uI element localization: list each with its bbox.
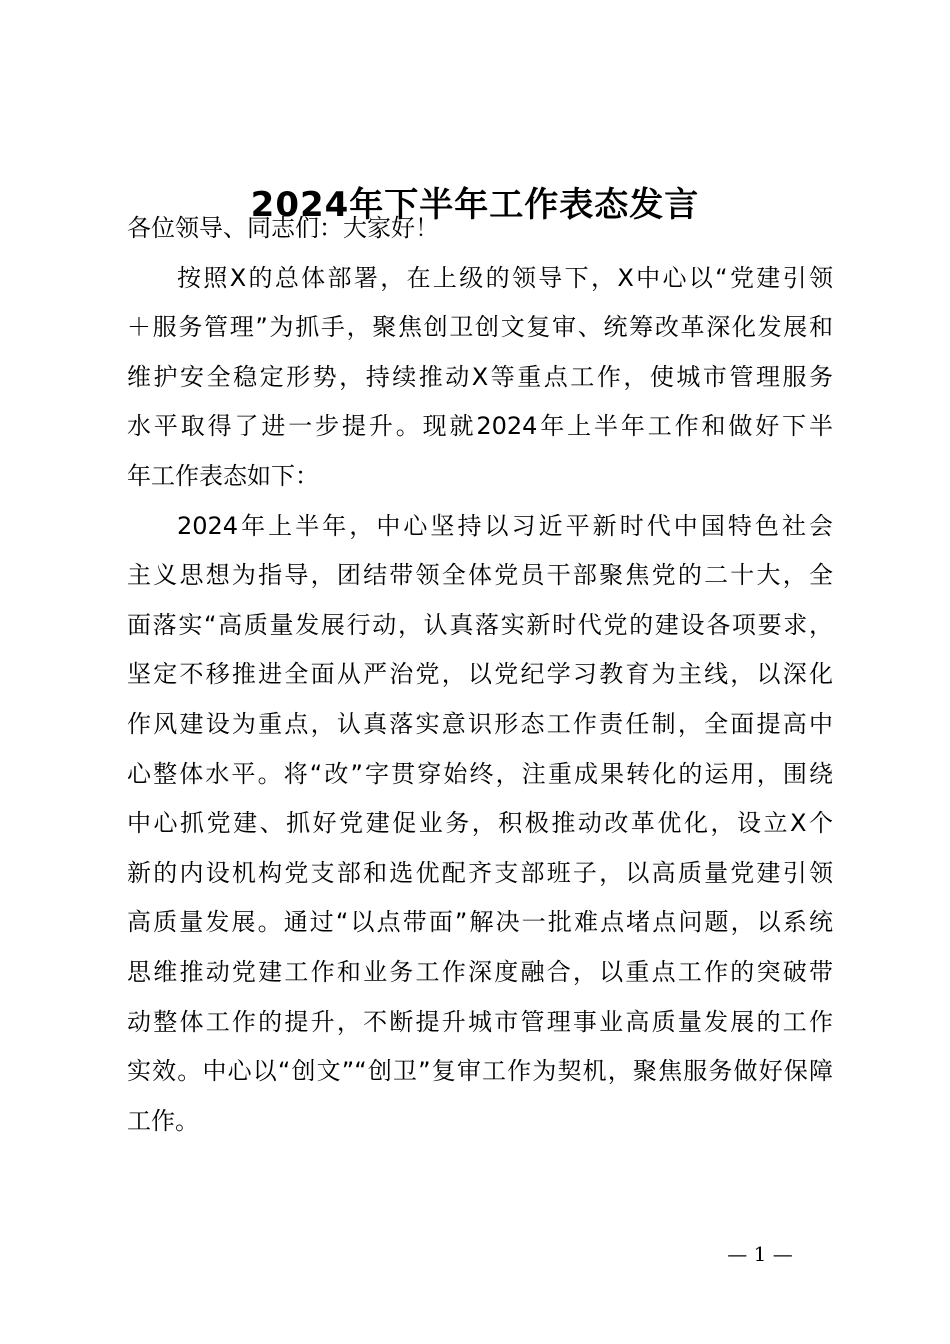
paragraph-2-line: 工作。 bbox=[127, 1106, 199, 1135]
paragraph-2-line: 实效。中心以“创文”“创卫”复审工作为契机，聚焦服务做好保障 bbox=[127, 1057, 833, 1086]
paragraph-1-line: 按照X的总体部署，在上级的领导下，X中心以“党建引领 bbox=[177, 263, 833, 292]
greeting-line: 各位领导、同志们：大家好！ bbox=[127, 214, 439, 242]
paragraph-1-line: 维护安全稳定形势，持续推动X等重点工作，使城市管理服务 bbox=[127, 362, 833, 391]
paragraph-2-line: 动整体工作的提升，不断提升城市管理事业高质量发展的工作 bbox=[127, 1007, 833, 1036]
document-body bbox=[127, 204, 833, 1146]
paragraph-1-line: 年工作表态如下： bbox=[127, 461, 319, 490]
document-title: 2024年下半年工作表态发言 bbox=[250, 185, 700, 225]
paragraph-2-line: 主义思想为指导，团结带领全体党员干部聚焦党的二十大，全 bbox=[127, 561, 833, 590]
paragraph-2-line: 坚定不移推进全面从严治党，以党纪学习教育为主线，以深化 bbox=[127, 660, 833, 689]
paragraph-2-line: 新的内设机构党支部和选优配齐支部班子，以高质量党建引领 bbox=[127, 858, 833, 887]
paragraph-2-line: 高质量发展。通过“以点带面”解决一批难点堵点问题，以系统 bbox=[127, 908, 833, 937]
paragraph-2-line: 2024年上半年，中心坚持以习近平新时代中国特色社会 bbox=[177, 511, 833, 540]
paragraph-2-line: 中心抓党建、抓好党建促业务，积极推动改革优化，设立X个 bbox=[127, 809, 833, 838]
paragraph-2-line: 心整体水平。将“改”字贯穿始终，注重成果转化的运用，围绕 bbox=[127, 759, 833, 788]
paragraph-2-line: 作风建设为重点，认真落实意识形态工作责任制，全面提高中 bbox=[127, 709, 833, 738]
paragraph-1-line: ＋服务管理”为抓手，聚焦创卫创文复审、统筹改革深化发展和 bbox=[127, 313, 833, 342]
page-number: — 1 — bbox=[727, 1242, 793, 1266]
paragraph-2-line: 思维推动党建工作和业务工作深度融合，以重点工作的突破带 bbox=[127, 957, 833, 986]
paragraph-1-line: 水平取得了进一步提升。现就2024年上半年工作和做好下半 bbox=[127, 412, 833, 441]
paragraph-2-line: 面落实“高质量发展行动，认真落实新时代党的建设各项要求， bbox=[127, 610, 833, 639]
